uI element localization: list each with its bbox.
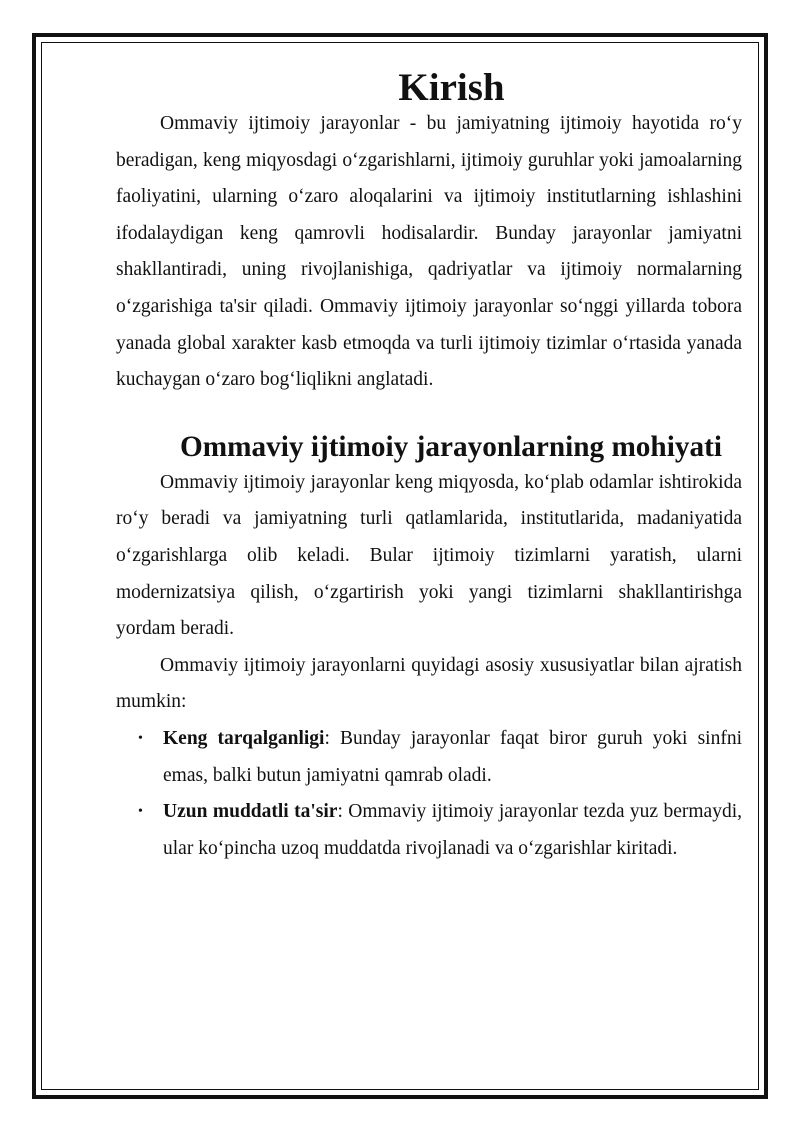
intro-heading: Kirish [398,66,505,109]
list-item [116,721,742,794]
feature-term: Keng tarqalganligi [163,727,325,749]
feature-text: : Bunday jarayonlar faqat biror guruh yoki sinfni emas, balki butun jamiyatni qamrab oladi. [163,727,742,786]
bullet-icon: • [138,730,143,746]
document-body [116,66,742,867]
bullet-icon: • [138,804,143,820]
list-item [116,794,742,867]
essence-paragraph-1: Ommaviy ijtimoiy jarayonlar keng miqyosda, ko‘plab odamlar ishtirokida ro‘y beradi va jamiyatning turli qatlamlarida, institutlarida, madaniyatida o‘zgarishlarga olib keladi. Bular ijtimoiy tizimlarni yaratish, ularni modernizatsiya qilish, o‘zgartirish yoki yangi tizimlarni shakllantirishga yordam beradi. [116,471,742,640]
features-list [116,721,742,867]
essence-heading: Ommaviy ijtimoiy jarayonlarning mohiyati [180,430,722,463]
feature-text: : Ommaviy ijtimoiy jarayonlar tezda yuz bermaydi, ular ko‘pincha uzoq muddatda rivojlanadi va o‘zgarishlar kiritadi. [163,801,742,859]
feature-term: Uzun muddatli ta'sir [163,801,338,823]
essence-paragraph-2: Ommaviy ijtimoiy jarayonlarni quyidagi asosiy xususiyatlar bilan ajratish mumkin: [116,654,742,713]
intro-paragraph: Ommaviy ijtimoiy jarayonlar - bu jamiyatning ijtimoiy hayotida ro‘y beradigan, keng miqyosdagi o‘zgarishlarni, ijtimoiy guruhlar yoki jamoalarning faoliyatini, ularning o‘zaro aloqalarini va ijtimoiy institutlarning ishlashini ifodalaydigan keng qamrovli hodisalardir. Bunday jarayonlar jamiyatni shakllantiradi, uning rivojlanishiga, qadriyatlar va ijtimoiy normalarning o‘zgarishiga ta'sir qiladi. Ommaviy ijtimoiy jarayonlar so‘nggi yillarda tobora yanada global xarakter kasb etmoqda va turli ijtimoiy tizimlar o‘rtasida yanada kuchaygan o‘zaro bog‘liqlikni anglatadi. [116,113,742,391]
